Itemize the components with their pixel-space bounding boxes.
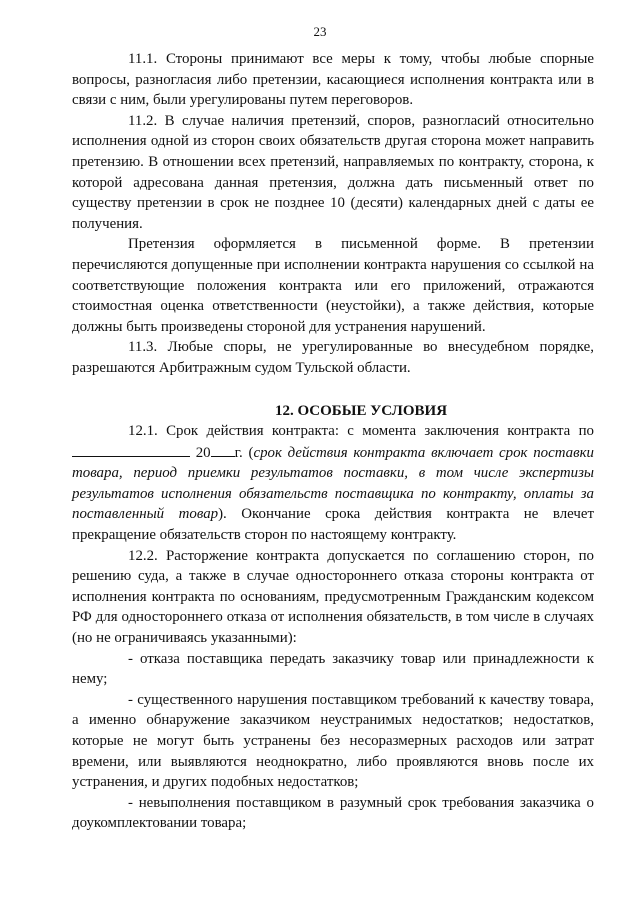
date-blank bbox=[72, 442, 190, 457]
bullet-1: - отказа поставщика передать заказчику товар или принадлежности к нему; bbox=[72, 650, 594, 688]
paragraph-12-1-tail: ). Окончание срока действия контракта не влечет прекращение обязательств сторон по настоящему контракту. bbox=[72, 506, 594, 544]
paragraph-12-1 bbox=[72, 421, 594, 546]
paragraph-11-1: 11.1. Стороны принимают все меры к тому, чтобы любые спорные вопросы, разногласия либо претензии, касающиеся исполнения контракта или в связи с ним, были урегулированы путем переговоров. bbox=[72, 51, 594, 109]
paragraph-12-1-lead: 12.1. Срок действия контракта: с момента заключения контракта по bbox=[128, 423, 594, 440]
paragraph-12-2: 12.2. Расторжение контракта допускается по соглашению сторон, по решению суда, а также в случае одностороннего отказа стороны контракта от исполнения контракта по основаниям, предусмотренным Гражданским кодексом РФ для одностороннего отказа от исполнения обязательств, в том числе в случаях (но не ограничиваясь указанными): bbox=[72, 547, 594, 647]
paragraph-11-2: 11.2. В случае наличия претензий, споров, разногласий относительно исполнения одной из сторон своих обязательств другая сторона может направить претензию. В отношении всех претензий, направляемых по контракту, сторона, к которой адресована данная претензия, должна дать письменный ответ по существу претензии в срок не позднее 10 (десяти) календарных дней с даты ее получения. bbox=[72, 112, 594, 232]
bullet-3: - невыполнения поставщиком в разумный срок требования заказчика о доукомплектовании товара; bbox=[72, 794, 594, 832]
document-body bbox=[72, 49, 594, 834]
paragraph-11-2-claim: Претензия оформляется в письменной форме. В претензии перечисляются допущенные при исполнении контракта нарушения со ссылкой на соответствующие положения контракта или его приложений, отражаются стоимостная оценка ответственности (неустойки), а также действия, которые должны быть произведены стороной для устранения нарушений. bbox=[72, 236, 594, 335]
year-blank bbox=[211, 442, 235, 457]
bullet-2: - существенного нарушения поставщиком требований к качеству товара, а именно обнаружение заказчиком неустранимых недостатков; недостатков, которые не могут быть устранены без несоразмерных расходов или затрат времени, или выявляются неоднократно, либо проявляются вновь после их устранения, и других подобных недостатков; bbox=[72, 691, 594, 791]
paragraph-11-3: 11.3. Любые споры, не урегулированные во внесудебном порядке, разрешаются Арбитражным судом Тульской области. bbox=[72, 339, 594, 376]
year-prefix: 20 bbox=[195, 444, 211, 461]
page-number: 23 bbox=[313, 24, 327, 39]
term-note-italic: срок действия контракта включает срок поставки товара, период приемки результатов поставки, в том числе экспертизы результатов исполнения обязательств поставщика по контракту, оплаты за поставленный товар bbox=[72, 444, 594, 523]
year-suffix: г. ( bbox=[234, 444, 254, 461]
section-12-title: 12. ОСОБЫЕ УСЛОВИЯ bbox=[274, 402, 448, 419]
